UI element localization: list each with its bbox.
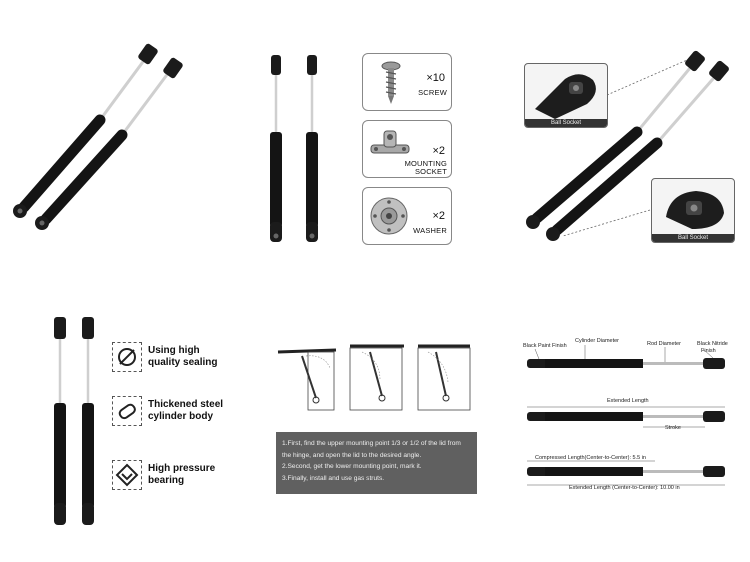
feature-pressure-line2: bearing: [148, 475, 185, 486]
steel-cylinder-icon: [112, 396, 142, 426]
ball-socket-closeup-bottom: [651, 178, 735, 243]
label-extended-length: Extended Length: [607, 398, 649, 404]
installation-diagrams: [276, 340, 478, 415]
accessory-mounting-socket-card: [362, 120, 452, 178]
instruction-line-4: 3.Finally, install and use gas struts.: [282, 474, 385, 482]
label-black-paint-finish: Black Paint Finish: [523, 343, 567, 349]
dimension-diagrams: [515, 335, 745, 500]
dim-strut-2: [527, 407, 725, 427]
strut-left: [270, 55, 282, 242]
feature-steel-line2: cylinder body: [148, 411, 214, 422]
washer-qty: ×2: [432, 210, 445, 222]
feature-sealing: [112, 342, 262, 382]
strut-pair-vertical: [262, 50, 332, 250]
dim-strut-3: [527, 461, 725, 485]
install-step-2: [350, 346, 404, 410]
screw-label: SCREW: [418, 88, 447, 97]
label-compressed-length: Compressed Length(Center-to-Center): 5.5 in: [535, 455, 646, 461]
strut-2: [35, 57, 184, 230]
strut-1: [13, 43, 159, 218]
mounting-socket-qty: ×2: [432, 145, 445, 157]
mounting-socket-label-line2: SOCKET: [414, 167, 447, 176]
label-rod-diameter: Rod Diameter: [647, 341, 681, 347]
strut-6: [82, 317, 94, 525]
washer-icon: [365, 188, 415, 244]
label-black-nitride: Black Nitride: [697, 341, 728, 347]
sealing-icon: [112, 342, 142, 372]
feature-pressure-line1: High pressure: [148, 463, 216, 474]
strut-right: [306, 55, 318, 242]
mounting-socket-label-line1: MOUNTING: [404, 159, 447, 168]
ball-socket-label-bottom: Ball Socket: [652, 234, 734, 242]
install-step-3: [418, 346, 470, 410]
feature-steel-line1: Thickened steel: [148, 399, 224, 410]
label-extended-length-c2c: Extended Length (Center-to-Center): 10.00 in: [569, 485, 680, 491]
washer-label: WASHER: [413, 226, 447, 235]
screw-qty: ×10: [426, 72, 445, 84]
accessory-washer-card: [362, 187, 452, 245]
instruction-line-1: 1.First, find the upper mounting point 1/3 or 1/2 of the lid from: [282, 440, 461, 447]
instruction-line-2: the hinge, and open the lid to the desired angle.: [282, 451, 422, 459]
pressure-bearing-icon: [112, 460, 142, 490]
ball-socket-detail: [515, 40, 740, 250]
feature-steel-cylinder: [112, 396, 262, 436]
instruction-line-3: 2.Second, get the lower mounting point, mark it.: [282, 463, 422, 470]
feature-sealing-line1: Using high: [148, 345, 200, 356]
label-cylinder-diameter: Cylinder Diameter: [575, 338, 620, 344]
mounting-socket-icon: [365, 121, 415, 177]
feature-pressure-bearing: [112, 460, 262, 500]
feature-sealing-line2: quality sealing: [148, 357, 218, 368]
label-stroke: Stroke: [665, 425, 681, 431]
label-finish: Finish: [701, 348, 716, 354]
screw-icon: [369, 54, 409, 110]
strut-pair-features: [46, 315, 106, 530]
installation-instructions: [276, 432, 477, 494]
accessory-screw-card: [362, 53, 452, 111]
ball-socket-icon: [525, 64, 607, 119]
strut-pair-diagonal: [0, 35, 200, 235]
install-step-1: [278, 350, 336, 410]
ball-socket-label-top: Ball Socket: [525, 119, 607, 127]
strut-5: [54, 317, 66, 525]
ball-socket-closeup-top: [524, 63, 608, 128]
ball-socket-icon-2: [652, 179, 734, 234]
